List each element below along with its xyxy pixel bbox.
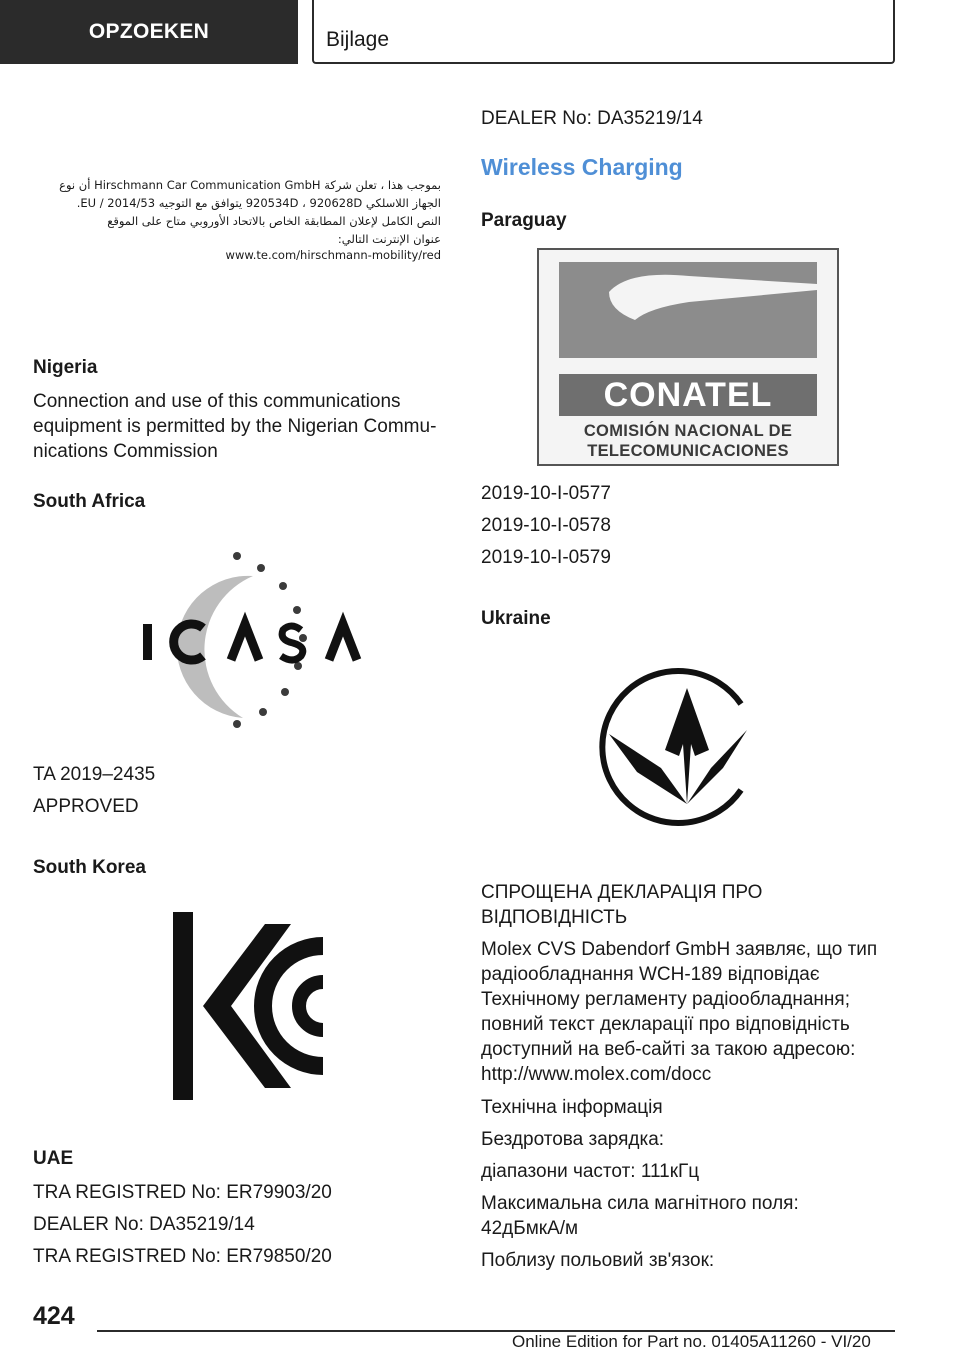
ukraine-text-line: 42дБмкА/м bbox=[481, 1218, 579, 1239]
nigeria-text-line: equipment is permitted by the Nigerian Commu- bbox=[33, 416, 437, 437]
conatel-word: CONATEL bbox=[603, 376, 773, 414]
stamp-line: عنوان الإنترنت التالي: bbox=[337, 232, 441, 246]
page-number: 424 bbox=[33, 1302, 75, 1330]
ukraine-heading: Ukraine bbox=[481, 608, 551, 629]
ukraine-text-line: ВІДПОВІДНІСТЬ bbox=[481, 907, 628, 928]
search-tab[interactable] bbox=[0, 0, 298, 64]
south-korea-heading: South Korea bbox=[33, 857, 146, 878]
nigeria-text-line: Connection and use of this communications bbox=[33, 391, 401, 412]
ukraine-text-line: повний текст декларації про відповідність bbox=[481, 1014, 850, 1035]
stamp-line: بموجب هذا ، تعلن شركة Hirschmann Car Communication GmbH أن نوع bbox=[59, 178, 441, 192]
conatel-logo bbox=[537, 248, 839, 466]
nigeria-heading: Nigeria bbox=[33, 357, 98, 378]
nigeria-text-line: nications Commission bbox=[33, 441, 218, 462]
stamp-line: الجهاز اللاسلكي 920534D ، 920628D يتوافق مع التوجيه 2014/53 / EU. bbox=[76, 196, 441, 210]
wireless-charging-title: Wireless Charging bbox=[481, 154, 683, 180]
conatel-sub-line: TELECOMUNICACIONES bbox=[587, 442, 789, 460]
conatel-sub-line: COMISIÓN NACIONAL DE bbox=[583, 422, 793, 440]
ukraine-text-line: Molex CVS Dabendorf GmbH заявляє, що тип bbox=[481, 939, 878, 960]
uae-text-line: DEALER No: DA35219/14 bbox=[33, 1214, 255, 1235]
ukraine-text-line: Максимальна сила магнітного поля: bbox=[481, 1193, 799, 1214]
south-africa-text-line: APPROVED bbox=[33, 796, 139, 817]
ukraine-text-line: Поблизу польовий зв'язок: bbox=[481, 1250, 715, 1271]
south-africa-text-line: TA 2019–2435 bbox=[33, 764, 156, 785]
ukraine-text-line: СПРОЩЕНА ДЕКЛАРАЦІЯ ПРО bbox=[481, 882, 763, 903]
paraguay-heading: Paraguay bbox=[481, 210, 567, 231]
stamp-line: www.te.com/hirschmann-mobility/red bbox=[225, 248, 441, 262]
south-africa-heading: South Africa bbox=[33, 491, 146, 512]
arabic-declaration-image bbox=[37, 172, 441, 264]
paraguay-code: 2019-10-I-0578 bbox=[481, 515, 611, 536]
ukraine-conformity-mark bbox=[591, 664, 751, 830]
uae-text-line: TRA REGISTRED No: ER79850/20 bbox=[33, 1246, 332, 1267]
ukraine-text-line: доступний на веб-сайті за такою адресою: bbox=[481, 1039, 856, 1060]
dealer-line: DEALER No: DA35219/14 bbox=[481, 108, 703, 129]
uae-text-line: TRA REGISTRED No: ER79903/20 bbox=[33, 1182, 332, 1203]
paraguay-code: 2019-10-I-0579 bbox=[481, 547, 611, 568]
ukraine-text-line: радіообладнання WCH-189 відповідає bbox=[481, 964, 820, 985]
ukraine-text-line: діапазони частот: 111кГц bbox=[481, 1161, 700, 1182]
icasa-logo bbox=[133, 548, 363, 730]
footer-edition: Online Edition for Part no. 01405A11260 - VI/20 bbox=[512, 1332, 871, 1351]
ukraine-text-line: Технічна інформація bbox=[481, 1097, 663, 1118]
search-tab-label: OPZOEKEN bbox=[88, 20, 210, 43]
header-bar bbox=[312, 0, 895, 64]
ukraine-text-line: Технічному регламенту радіообладнання; bbox=[481, 989, 850, 1010]
ukraine-text-line: Бездротова зарядка: bbox=[481, 1129, 665, 1150]
ukraine-url[interactable]: http://www.molex.com/docc bbox=[481, 1064, 712, 1085]
stamp-line: النص الكامل لإعلان المطابقة الخاص بالاتحاد الأوروبي متاح على الموقع bbox=[107, 214, 441, 228]
section-title: Bijlage bbox=[326, 28, 390, 51]
uae-heading: UAE bbox=[33, 1148, 74, 1169]
paraguay-code: 2019-10-I-0577 bbox=[481, 483, 611, 504]
kc-mark-logo bbox=[173, 912, 329, 1100]
